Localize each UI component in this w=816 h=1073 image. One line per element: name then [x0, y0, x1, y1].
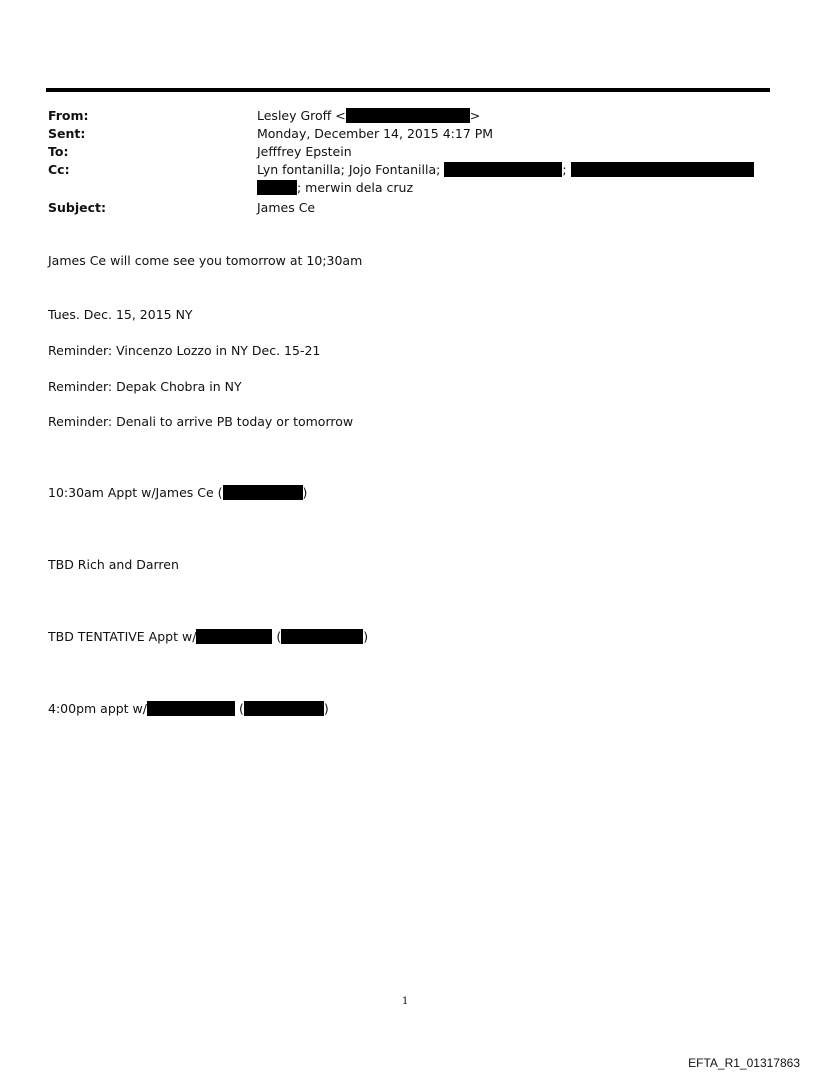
body-line: [48, 484, 307, 502]
body-line: Reminder: Denali to arrive PB today or tomorrow: [48, 414, 354, 429]
closing-paren: ): [363, 629, 369, 644]
from-value: [257, 107, 480, 125]
redaction-box: [346, 108, 470, 123]
cc-value-line2: [257, 179, 413, 197]
sent-label: Sent:: [48, 126, 86, 141]
appointment-text: TBD TENTATIVE Appt w/: [48, 629, 197, 644]
from-close: >: [469, 108, 481, 123]
body-line: Tues. Dec. 15, 2015 NY: [48, 307, 193, 322]
redaction-box: [257, 180, 297, 195]
to-value: Jefffrey Epstein: [257, 144, 352, 159]
document-id: EFTA_R1_01317863: [688, 1056, 800, 1070]
body-line: Reminder: Depak Chobra in NY: [48, 379, 242, 394]
cc-names-continued: ; merwin dela cruz: [297, 180, 414, 195]
appointment-text: 4:00pm appt w/: [48, 701, 147, 716]
opening-paren: (: [235, 701, 244, 716]
subject-value: James Ce: [257, 200, 316, 215]
redaction-box: [281, 629, 363, 644]
cc-names: Lyn fontanilla; Jojo Fontanilla;: [257, 162, 441, 177]
redaction-box: [244, 701, 324, 716]
appointment-text: 10:30am Appt w/James Ce (: [48, 485, 223, 500]
cc-value-line1: [257, 161, 754, 179]
redaction-box: [223, 485, 303, 500]
header-rule: [46, 88, 770, 92]
body-line: TBD Rich and Darren: [48, 557, 179, 572]
body-line: Reminder: Vincenzo Lozzo in NY Dec. 15-21: [48, 343, 321, 358]
closing-paren: ): [302, 485, 308, 500]
page-number: 1: [402, 996, 409, 1007]
sent-value: Monday, December 14, 2015 4:17 PM: [257, 126, 494, 141]
redaction-box: [196, 629, 272, 644]
cc-separator: ;: [562, 162, 567, 177]
closing-paren: ): [323, 701, 329, 716]
body-line: [48, 628, 368, 646]
from-label: From:: [48, 108, 89, 123]
to-label: To:: [48, 144, 69, 159]
body-line: James Ce will come see you tomorrow at 10;30am: [48, 253, 363, 268]
body-line: [48, 700, 329, 718]
subject-label: Subject:: [48, 200, 106, 215]
cc-label: Cc:: [48, 162, 70, 177]
redaction-box: [147, 701, 235, 716]
redaction-box: [444, 162, 562, 177]
opening-paren: (: [272, 629, 282, 644]
redaction-box: [571, 162, 754, 177]
from-name: Lesley Groff <: [257, 108, 346, 123]
